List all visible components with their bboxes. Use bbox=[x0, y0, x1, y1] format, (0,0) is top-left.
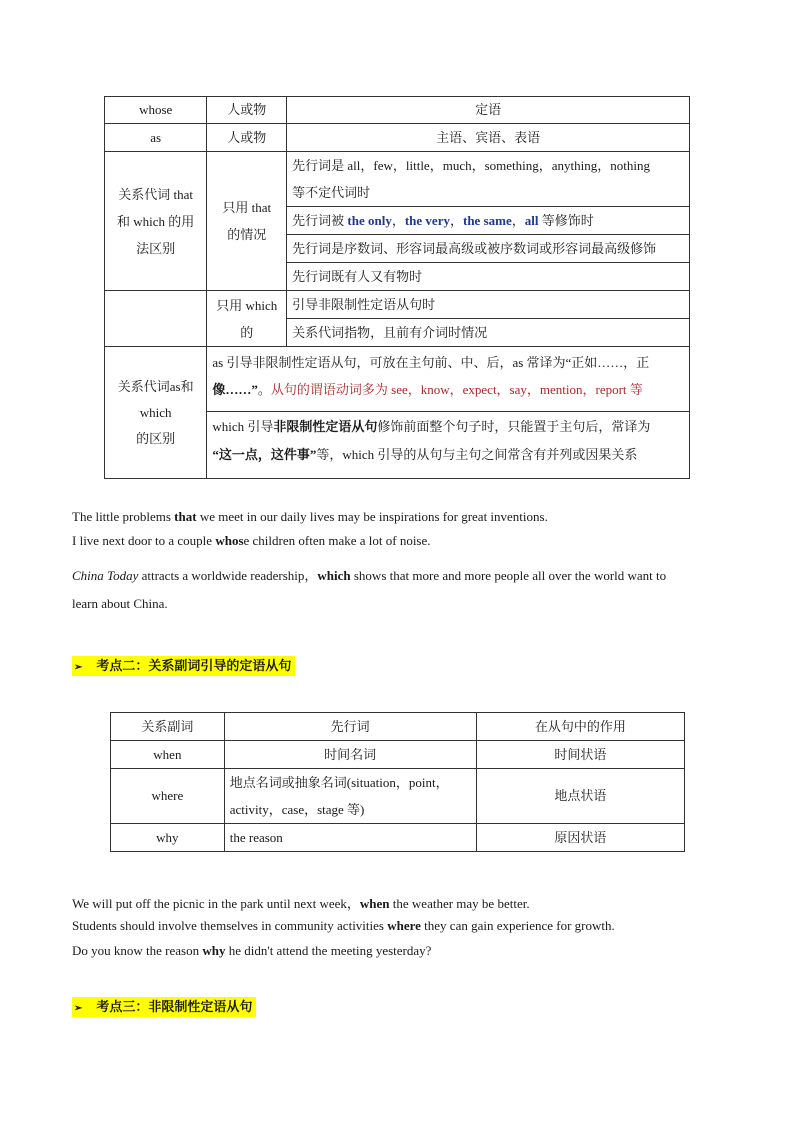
sentence-text: shows that more and more people all over the world want to bbox=[350, 568, 667, 583]
rule-text: “这一点，这件事” bbox=[212, 447, 317, 462]
sentence-text: we meet in our daily lives may be inspirations for great inventions. bbox=[196, 509, 548, 524]
label-line: 和 which 的用 bbox=[117, 213, 195, 229]
table-row bbox=[105, 152, 690, 291]
example-sentence bbox=[72, 565, 666, 584]
table-cell: 时间名词 bbox=[224, 741, 476, 769]
rule-text: 从句的谓语动词多为 see，know，expect，say，mention，report 等 bbox=[270, 382, 643, 397]
only-which-label bbox=[207, 291, 287, 347]
table-cell: 时间状语 bbox=[476, 741, 684, 769]
sentence-text: I live next door to a couple bbox=[72, 533, 216, 548]
rule-text: 非限制性定语从句 bbox=[273, 419, 378, 434]
section-heading bbox=[72, 997, 256, 1017]
table-cell: 定语 bbox=[287, 97, 690, 124]
sentence-title: China Today bbox=[72, 568, 139, 583]
table-cell: 地点状语 bbox=[476, 769, 684, 824]
label-line: 关系代词 that bbox=[118, 186, 194, 202]
sentence-keyword: that bbox=[174, 509, 197, 524]
sentence-text: the weather may be better. bbox=[389, 896, 530, 911]
label-line: 的情况 bbox=[227, 227, 267, 242]
arrow-icon: ➢ bbox=[74, 662, 83, 673]
sentence-keyword: why bbox=[202, 943, 226, 958]
rule-text: 修饰前面整个句子时，只能置于主句后，常译为 bbox=[377, 419, 651, 434]
table-cell: when bbox=[111, 741, 225, 769]
column-header: 在从句中的作用 bbox=[476, 713, 684, 741]
table-row bbox=[111, 769, 685, 824]
label-line: 只用 which bbox=[216, 297, 278, 313]
label-line: 只用 that bbox=[222, 200, 272, 215]
keyword: the same bbox=[462, 213, 512, 228]
rule-item: 引导非限制性定语从句时 bbox=[292, 297, 436, 312]
rule-text: as 引导非限制性定语从句，可放在主句前、中、后，as 常译为“正如……，正 bbox=[212, 355, 650, 370]
rule-item bbox=[287, 152, 689, 206]
rule-text: 。 bbox=[257, 382, 271, 397]
rule-text: ， bbox=[449, 213, 463, 228]
label-line: 的 bbox=[240, 324, 254, 340]
cell-text: 地点名词或抽象名词(situation，point， bbox=[229, 775, 449, 790]
example-sentence bbox=[72, 509, 548, 525]
rule-item: 先行词既有人又有物时 bbox=[287, 262, 689, 290]
sentence-text: attracts a worldwide readership， bbox=[138, 568, 318, 583]
table-cell: 原因状语 bbox=[476, 824, 684, 852]
heading-text: 考点三：非限制性定语从句 bbox=[96, 999, 253, 1014]
table-cell: as bbox=[105, 124, 207, 152]
label-line: which bbox=[139, 404, 172, 420]
rule-text: 先行词被 bbox=[292, 213, 348, 228]
sentence-text: Students should involve themselves in community activities bbox=[72, 918, 388, 933]
sentence-text: they can gain experience for growth. bbox=[420, 918, 615, 933]
table-cell: the reason bbox=[224, 824, 476, 852]
heading-text: 考点二：关系副词引导的定语从句 bbox=[96, 658, 292, 673]
sentence-keyword: whos bbox=[215, 533, 244, 548]
table-cell: 人或物 bbox=[207, 97, 287, 124]
sentence-keyword: which bbox=[317, 568, 351, 583]
table-row bbox=[105, 97, 690, 124]
table-cell: 人或物 bbox=[207, 124, 287, 152]
table-row bbox=[105, 347, 690, 479]
which-rule bbox=[207, 411, 689, 478]
only-that-label bbox=[207, 152, 287, 291]
rule-text: ， bbox=[391, 213, 405, 228]
sentence-keyword: when bbox=[359, 896, 390, 911]
as-rule bbox=[207, 347, 689, 411]
example-sentence-continued: learn about China. bbox=[72, 596, 168, 611]
rule-text: ， bbox=[511, 213, 525, 228]
section-heading bbox=[72, 656, 295, 676]
example-sentence bbox=[72, 533, 431, 549]
as-which-rules bbox=[207, 347, 690, 479]
sentence-keyword: where bbox=[387, 918, 421, 933]
that-which-label bbox=[105, 152, 207, 291]
rule-text: 像……” bbox=[212, 382, 258, 397]
table-cell: why bbox=[111, 824, 225, 852]
keyword: the very bbox=[404, 213, 450, 228]
rule-item: 关系代词指物，且前有介词时情况 bbox=[287, 318, 689, 346]
column-header: 关系副词 bbox=[111, 713, 225, 741]
table-row bbox=[111, 741, 685, 769]
sentence-text: The little problems bbox=[72, 509, 175, 524]
label-line: 法区别 bbox=[136, 240, 176, 256]
keyword: all bbox=[524, 213, 539, 228]
column-header: 先行词 bbox=[224, 713, 476, 741]
only-which-rules bbox=[287, 291, 690, 347]
table-cell bbox=[224, 769, 476, 824]
sentence-text: e children often make a lot of noise. bbox=[243, 533, 431, 548]
sentence-text: We will put off the picnic in the park until next week， bbox=[72, 896, 360, 911]
table-cell: whose bbox=[105, 97, 207, 124]
only-that-rules bbox=[287, 152, 690, 291]
keyword: the only bbox=[347, 213, 392, 228]
label-line: 的区别 bbox=[136, 430, 176, 446]
example-sentence bbox=[72, 943, 431, 959]
rule-text: 等不定代词时 bbox=[292, 185, 371, 200]
table-row bbox=[105, 124, 690, 152]
as-which-label bbox=[105, 347, 207, 479]
rule-text: 等，which 引导的从句与主句之间常含有并列或因果关系 bbox=[316, 447, 638, 462]
table-row bbox=[105, 291, 690, 347]
empty-cell bbox=[105, 291, 207, 347]
relative-adverb-table bbox=[110, 712, 685, 852]
rule-item bbox=[287, 206, 689, 234]
rule-text: 先行词是 all，few，little，much，something，anything，nothing bbox=[292, 158, 650, 173]
table-header-row bbox=[111, 713, 685, 741]
label-line: 关系代词as和 bbox=[117, 378, 194, 394]
relative-pronoun-table bbox=[104, 96, 690, 479]
table-row bbox=[111, 824, 685, 852]
example-sentence bbox=[72, 918, 615, 934]
arrow-icon: ➢ bbox=[74, 1003, 83, 1014]
rule-text: which 引导 bbox=[212, 419, 274, 434]
rule-text: 等修饰时 bbox=[538, 213, 594, 228]
table-cell: where bbox=[111, 769, 225, 824]
sentence-text: Do you know the reason bbox=[72, 943, 203, 958]
cell-text: activity，case，stage 等) bbox=[229, 802, 365, 817]
sentence-text: he didn't attend the meeting yesterday? bbox=[225, 943, 432, 958]
rule-item: 先行词是序数词、形容词最高级或被序数词或形容词最高级修饰 bbox=[287, 234, 689, 262]
example-sentence bbox=[72, 893, 530, 912]
table-cell: 主语、宾语、表语 bbox=[287, 124, 690, 152]
